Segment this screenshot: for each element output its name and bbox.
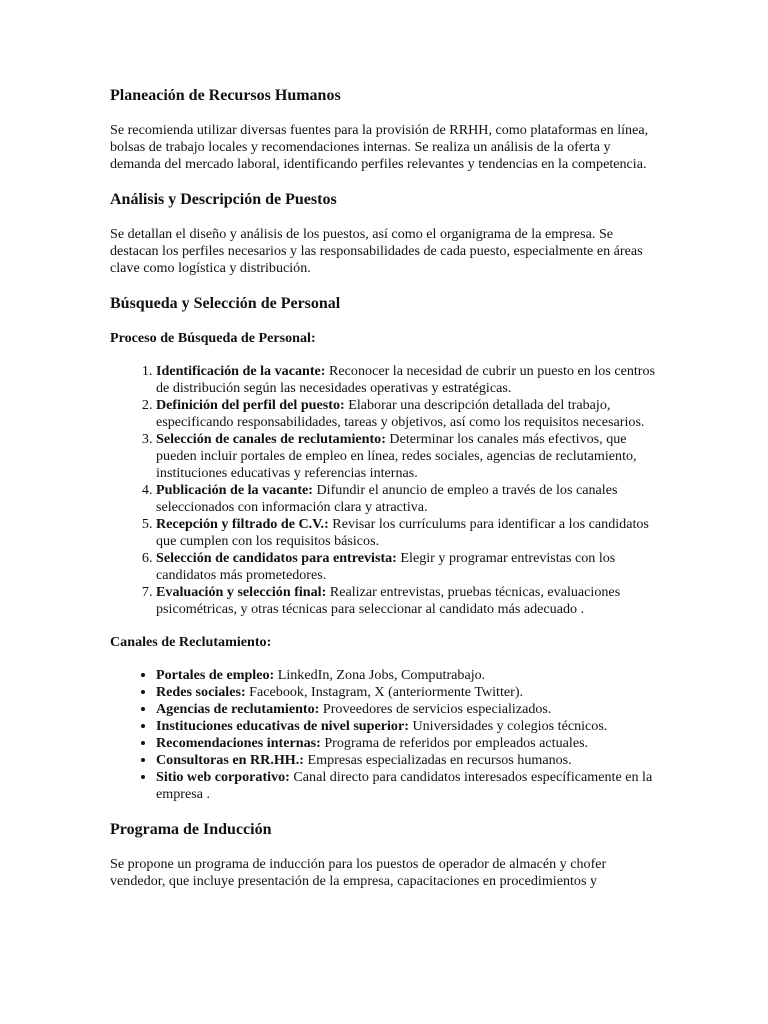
subheading-proceso: Proceso de Búsqueda de Personal: — [110, 330, 316, 346]
item-text: Facebook, Instagram, X (anteriormente Twitter). — [245, 684, 524, 700]
item-label: Agencias de reclutamiento: — [156, 701, 320, 717]
list-item — [156, 701, 662, 718]
item-label: Recomendaciones internas: — [156, 735, 321, 751]
list-item — [156, 363, 662, 397]
item-label: Portales de empleo: — [156, 667, 275, 683]
item-label: Recepción y filtrado de C.V.: — [156, 516, 329, 532]
list-item — [156, 482, 662, 516]
item-label: Selección de candidatos para entrevista: — [156, 550, 397, 566]
list-item — [156, 550, 662, 584]
list-item — [156, 516, 662, 550]
item-label: Consultoras en RR.HH.: — [156, 752, 304, 768]
list-item — [156, 584, 662, 618]
list-item — [156, 397, 662, 431]
proceso-list — [110, 363, 662, 618]
item-label: Definición del perfil del puesto: — [156, 397, 345, 413]
item-label: Redes sociales: — [156, 684, 246, 700]
list-item — [156, 752, 662, 769]
paragraph-planeacion: Se recomienda utilizar diversas fuentes para la provisión de RRHH, como plataformas en línea, bolsas de trabajo locales y recomendaciones internas. Se realiza un análisis de la oferta y demanda del mercado laboral, identificando perfiles relevantes y tendencias en la competencia. — [110, 122, 649, 172]
list-item — [156, 431, 662, 482]
heading-analisis: Análisis y Descripción de Puestos — [110, 191, 337, 208]
item-label: Instituciones educativas de nivel superior: — [156, 718, 409, 734]
item-text: Difundir el anuncio de empleo a través de los canales seleccionados con información clara y atractiva. — [156, 482, 618, 515]
item-text: Reconocer la necesidad de cubrir un puesto en los centros de distribución según las necesidades operativas y estratégicas. — [156, 363, 656, 396]
item-label: Identificación de la vacante: — [156, 363, 326, 379]
item-label: Selección de canales de reclutamiento: — [156, 431, 386, 447]
item-text: Elegir y programar entrevistas con los candidatos más prometedores. — [156, 550, 616, 583]
item-label: Sitio web corporativo: — [156, 769, 290, 785]
item-text: Proveedores de servicios especializados. — [319, 701, 552, 717]
paragraph-analisis: Se detallan el diseño y análisis de los puestos, así como el organigrama de la empresa. Se destacan los perfiles necesarios y las responsabilidades de cada puesto, especialmente en áreas clave como logística y distribución. — [110, 226, 643, 276]
paragraph-induccion: Se propone un programa de inducción para los puestos de operador de almacén y chofer vendedor, que incluye presentación de la empresa, capacitaciones en procedimientos y — [110, 856, 607, 889]
canales-list — [110, 667, 662, 803]
subheading-canales: Canales de Reclutamiento: — [110, 634, 272, 650]
item-text: Determinar los canales más efectivos, que pueden incluir portales de empleo en línea, redes sociales, agencias de reclutamiento, instituciones educativas y referencias internas. — [156, 431, 637, 481]
item-text: Canal directo para candidatos interesados específicamente en la empresa . — [156, 769, 653, 802]
item-text: Realizar entrevistas, pruebas técnicas, evaluaciones psicométricas, y otras técnicas para seleccionar al candidato más adecuado . — [156, 584, 621, 617]
list-item — [156, 735, 662, 752]
item-text: Revisar los currículums para identificar a los candidatos que cumplen con los requisitos básicos. — [156, 516, 649, 549]
item-text: Elaborar una descripción detallada del trabajo, especificando responsabilidades, tareas y objetivos, así como los requisitos necesarios. — [156, 397, 645, 430]
item-text: Universidades y colegios técnicos. — [408, 718, 608, 734]
heading-busqueda: Búsqueda y Selección de Personal — [110, 295, 341, 312]
list-item — [156, 718, 662, 735]
item-label: Evaluación y selección final: — [156, 584, 327, 600]
heading-planeacion: Planeación de Recursos Humanos — [110, 87, 341, 104]
document-page — [110, 86, 662, 890]
item-text: Empresas especializadas en recursos humanos. — [304, 752, 572, 768]
list-item — [156, 667, 662, 684]
list-item — [156, 769, 662, 803]
heading-induccion: Programa de Inducción — [110, 821, 272, 838]
item-label: Publicación de la vacante: — [156, 482, 313, 498]
list-item — [156, 684, 662, 701]
item-text: LinkedIn, Zona Jobs, Computrabajo. — [274, 667, 486, 683]
item-text: Programa de referidos por empleados actuales. — [320, 735, 589, 751]
